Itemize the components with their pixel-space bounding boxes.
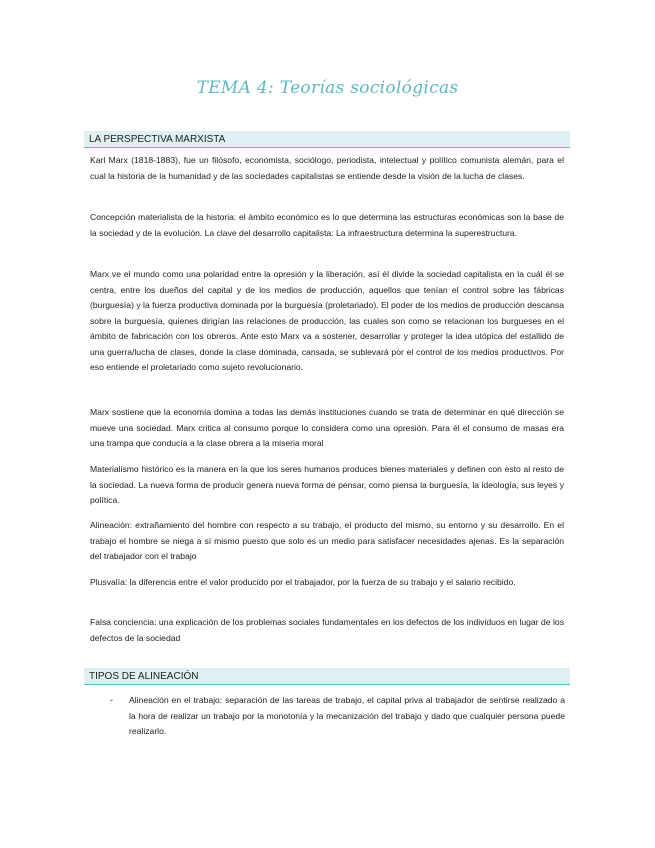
paragraph-materialist-conception: Concepción materialista de la historia: el ámbito económico es lo que determina las estructuras económicas son la base de la sociedad y de la evolución. La clave del desarrollo capitalista: La infraestructura determina la superestructura. (90, 212, 564, 238)
document-title: TEMA 4: Teorías sociológicas (196, 78, 459, 98)
bullet-marker: - (110, 695, 113, 705)
paragraph-false-consciousness: Falsa conciencia: una explicación de los problemas sociales fundamentales en los defectos de los individuos en lugar de los defectos de la sociedad (90, 617, 564, 643)
section-heading-marxist: LA PERSPECTIVA MARXISTA (84, 131, 570, 148)
bullet-item-work-alienation: Alineación en el trabajo: separación de las tareas de trabajo, el capital priva al trabajador de sentirse realizado a la hora de realizar un trabajo por la monotonía y la mecanización del trabajo y dado que cualquier persona puede realizarlo. (129, 695, 565, 736)
section-heading-alienation-types: TIPOS DE ALINEACIÓN (84, 668, 570, 685)
paragraph-economy-dominates: Marx sostiene que la economía domina a todas las demás instituciones cuando se trata de determinar en qué dirección se mueve una sociedad. Marx critica al consumo porque lo considera como una opresión. Para él el consumo de masas era una trampa que conducía a la clase obrera a la miseria moral (90, 407, 564, 448)
paragraph-polarity: Marx ve el mundo como una polaridad entre la opresión y la liberación, así él divide la sociedad capitalista en la cuál él se centra, entre los dueños del capital y de los medios de producción, aquellos que tenían el control sobre las fábricas (burguesía) y la fuerza productiva dominada por la burguesía (proletariado). El poder de los medios de producción descansa sobre la burguesía, quienes dirigían las relaciones de producción, las cuales son como se relacionan los burgueses en el ámbito de fabricación con los obreros. Ante esto Marx va a sostener, desarrollar y proteger la idea utópica del estallido de una guerra/lucha de clases, donde la clase dominada, cansada, se sublevará por el control de los medios productivos. Por eso entiende el proletariado como sujeto revolucionario. (90, 269, 564, 372)
paragraph-surplus-value: Plusvalía: la diferencia entre el valor producido por el trabajador, por la fuerza de su trabajo y el salario recibido. (90, 577, 516, 587)
paragraph-alienation: Alineación: extrañamiento del hombre con respecto a su trabajo, el producto del mismo, su entorno y su desarrollo. En el trabajo el hombre se niega a sí mismo puesto que solo es un medio para satisfacer necesidades ajenas. Es la separación del trabajador con el trabajo (90, 520, 564, 561)
paragraph-historical-materialism: Materialismo histórico es la manera en la que los seres humanos produces bienes materiales y definen con esto al resto de la sociedad. La nueva forma de producir genera nueva forma de pensar, como piensa la burguesía, la ideología, sus leyes y política. (90, 464, 564, 505)
paragraph-karl-marx: Karl Marx (1818-1883), fue un filósofo, economista, sociólogo, periodista, intelectual y político comunista alemán, para el cual la historia de la humanidad y de las sociedades capitalistas se entiende desde la visión de la lucha de clases. (90, 155, 564, 181)
